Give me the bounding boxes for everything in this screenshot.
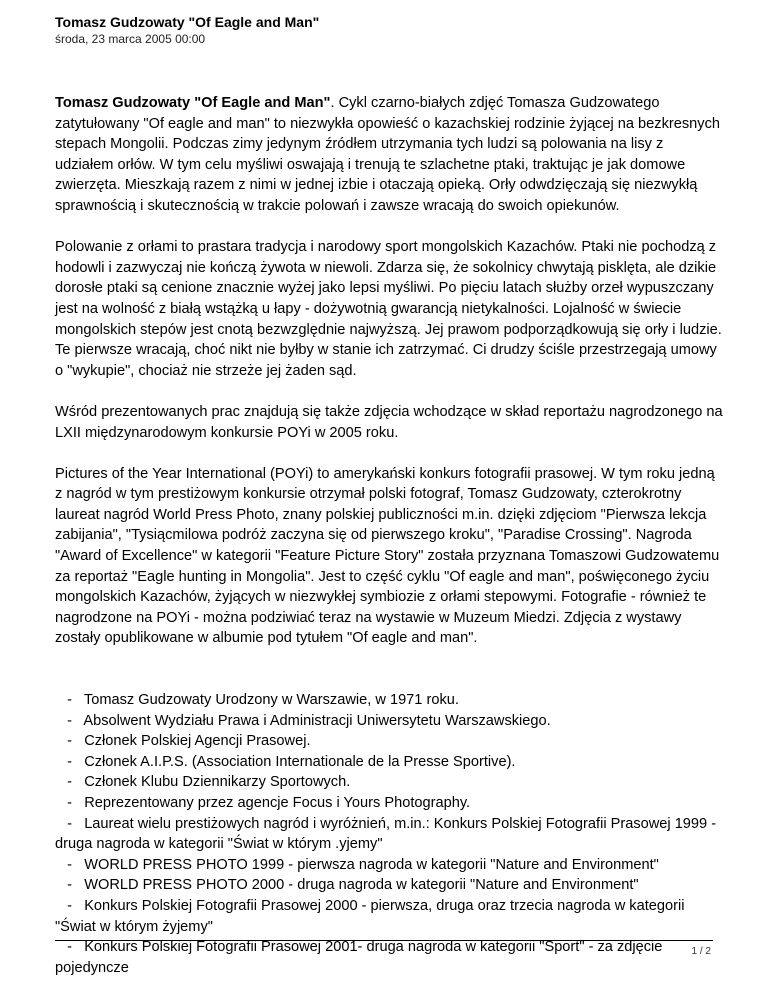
paragraph-poyi-intro: Wśród prezentowanych prac znajdują się także zdjęcia wchodzące w skład reportażu nagrodzonego na LXII międzynarodowym konkursie POYi w 2005 roku. [55, 403, 723, 441]
bio-item: - Tomasz Gudzowaty Urodzony w Warszawie, w 1971 roku. [55, 692, 459, 709]
paragraph-tradition: Polowanie z orłami to prastara tradycja i narodowy sport mongolskich Kazachów. Ptaki nie pochodzą z hodowli i zazwyczaj nie kończą żywota w niewoli. Zdarza się, że sokolnicy chwytają pisklęta, ale dzikie dorosłe ptaki są cenione znacznie wyżej jako lepsi myśliwi. Po pięciu latach służby orzeł wypuszczany jest na wolność z białą wstążką u łapy - dożywotnią gwarancją nietykalności. Lojalność w świecie mongolskich stepów jest cnotą bezwzględnie najwyższą. Jej prawom podporządkowują się orły i ludzie. Te pierwsze wracają, choć nikt nie byłby w stanie ich zatrzymać. Ci drudzy ściśle przestrzegają umowy o "wykupie", chociaż nie strzeże jej żaden sąd. [55, 239, 722, 379]
bio-item: - Reprezentowany przez agencje Focus i Yours Photography. [55, 795, 471, 811]
bio-item: - Konkurs Polskiej Fotografii Prasowej 2001- druga nagroda w kategorii "Sport" - za zdjęcie pojedyncze [55, 939, 667, 976]
paragraph-poyi-details: Pictures of the Year International (POYi) to amerykański konkurs fotografii prasowej. W tym roku jedną z nagród w tym prestiżowym konkursie otrzymał polski fotograf, Tomasz Gudzowaty, czterokrotny laureat nagród World Press Photo, znany polskiej publiczności m.in. dzięki zdjęciom "Pierwsza lekcja zabijania", "Tysiącmilowa podróż zaczyna się od pierwszego kroku", "Paradise Crossing". Nagroda "Award of Excellence" w kategorii "Feature Picture Story" została przyznana Tomaszowi Gudzowatemu za reportaż "Eagle hunting in Mongolia". Jest to część cyklu "Of eagle and man", poświęconego życiu mongolskich Kazachów, żyjących w niezwykłej symbiozie z orłami stepowymi. Fotografie - również te nagrodzone na POYi - można podziwiać teraz na wystawie w Muzeum Miedzi. Zdjęcia z wystawy zostały opublikowane w albumie pod tytułem "Of eagle and man". [55, 465, 720, 647]
lead-title: Tomasz Gudzowaty "Of Eagle and Man" [55, 95, 331, 111]
bio-item: - Członek A.I.P.S. (Association Internationale de la Presse Sportive). [55, 753, 516, 770]
article-body [55, 93, 723, 978]
page-header [55, 14, 319, 47]
bio-item: - Laureat wielu prestiżowych nagród i wyróżnień, m.in.: Konkurs Polskiej Fotografii Prasowej 1999 - druga nagroda w kategorii "Świat w którym .yjemy" [55, 815, 721, 853]
bio-item: - Konkurs Polskiej Fotografii Prasowej 2000 - pierwsza, druga oraz trzecia nagroda w kategorii "Świat w którym żyjemy" [55, 897, 689, 935]
bio-item: - Członek Polskiej Agencji Prasowej. [55, 733, 311, 750]
footer-divider [55, 940, 713, 941]
header-title: Tomasz Gudzowaty "Of Eagle and Man" [55, 14, 320, 30]
bio-item: - WORLD PRESS PHOTO 1999 - pierwsza nagroda w kategorii "Nature and Environment" [55, 856, 659, 873]
lead-paragraph [55, 93, 723, 217]
bio-list [55, 690, 723, 978]
bio-item: - Absolwent Wydziału Prawa i Administracji Uniwersytetu Warszawskiego. [55, 712, 551, 729]
bio-item: - Członek Klubu Dziennikarzy Sportowych. [55, 774, 351, 791]
header-date: środa, 23 marca 2005 00:00 [55, 32, 206, 46]
lead-text: . Cykl czarno-białych zdjęć Tomasza Gudzowatego zatytułowany "Of eagle and man" to niezwykła opowieść o kazachskiej rodzinie żyjącej na bezkresnych stepach Mongolii. Podczas zimy jedynym źródłem utrzymania tych ludzi są polowania na lisy z udziałem orłów. W tym celu myśliwi oswajają i trenują te szlachetne ptaki, traktując je jak domowe zwierzęta. Mieszkają razem z nimi w jednej izbie i otaczają opieką. Orły odwdzięczają się niezwykłą sprawnością i skutecznością w trakcie polowań i zawsze wracają do swoich opiekunów. [55, 95, 720, 214]
bio-item: - WORLD PRESS PHOTO 2000 - druga nagroda w kategorii "Nature and Environment" [55, 877, 639, 894]
page-number: 1 / 2 [691, 946, 711, 957]
